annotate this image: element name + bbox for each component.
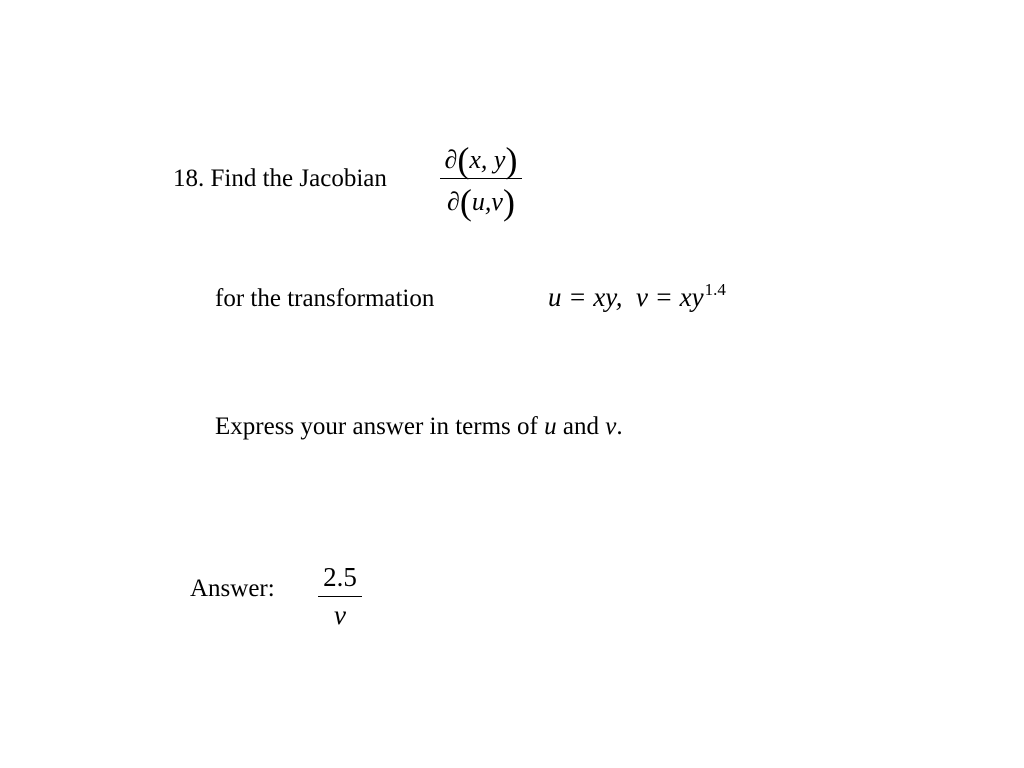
jacobian-fraction	[436, 139, 526, 222]
transformation-equation	[548, 282, 726, 313]
instruction-period: .	[616, 413, 623, 440]
jacobian-denominator: ∂(u,v)	[447, 182, 515, 222]
answer-fraction-bar	[318, 596, 362, 597]
answer-denominator: v	[334, 600, 346, 630]
instruction-var-v: v	[605, 413, 617, 440]
partial-symbol: ∂	[447, 187, 460, 216]
jacobian-numerator: ∂(x, y)	[444, 140, 518, 180]
denominator-variables: u,v	[471, 187, 503, 216]
answer-label: Answer:	[190, 575, 275, 602]
problem-statement: 18. Find the Jacobian	[173, 165, 387, 192]
answer-fraction	[316, 558, 364, 634]
equation-v: v = xy	[635, 282, 704, 312]
instruction-var-u: u	[544, 413, 557, 440]
transformation-label: for the transformation	[215, 285, 435, 312]
equation-exponent: 1.4	[704, 280, 726, 299]
numerator-variables: x, y	[469, 145, 506, 174]
instruction-text-and: and	[556, 413, 606, 440]
equation-u: u = xy,	[548, 282, 623, 312]
instruction-text: Express your answer in terms of	[215, 413, 545, 440]
answer-numerator: 2.5	[323, 562, 357, 592]
partial-symbol: ∂	[444, 145, 458, 174]
instruction	[215, 414, 623, 439]
jacobian-fraction-bar	[440, 178, 522, 179]
